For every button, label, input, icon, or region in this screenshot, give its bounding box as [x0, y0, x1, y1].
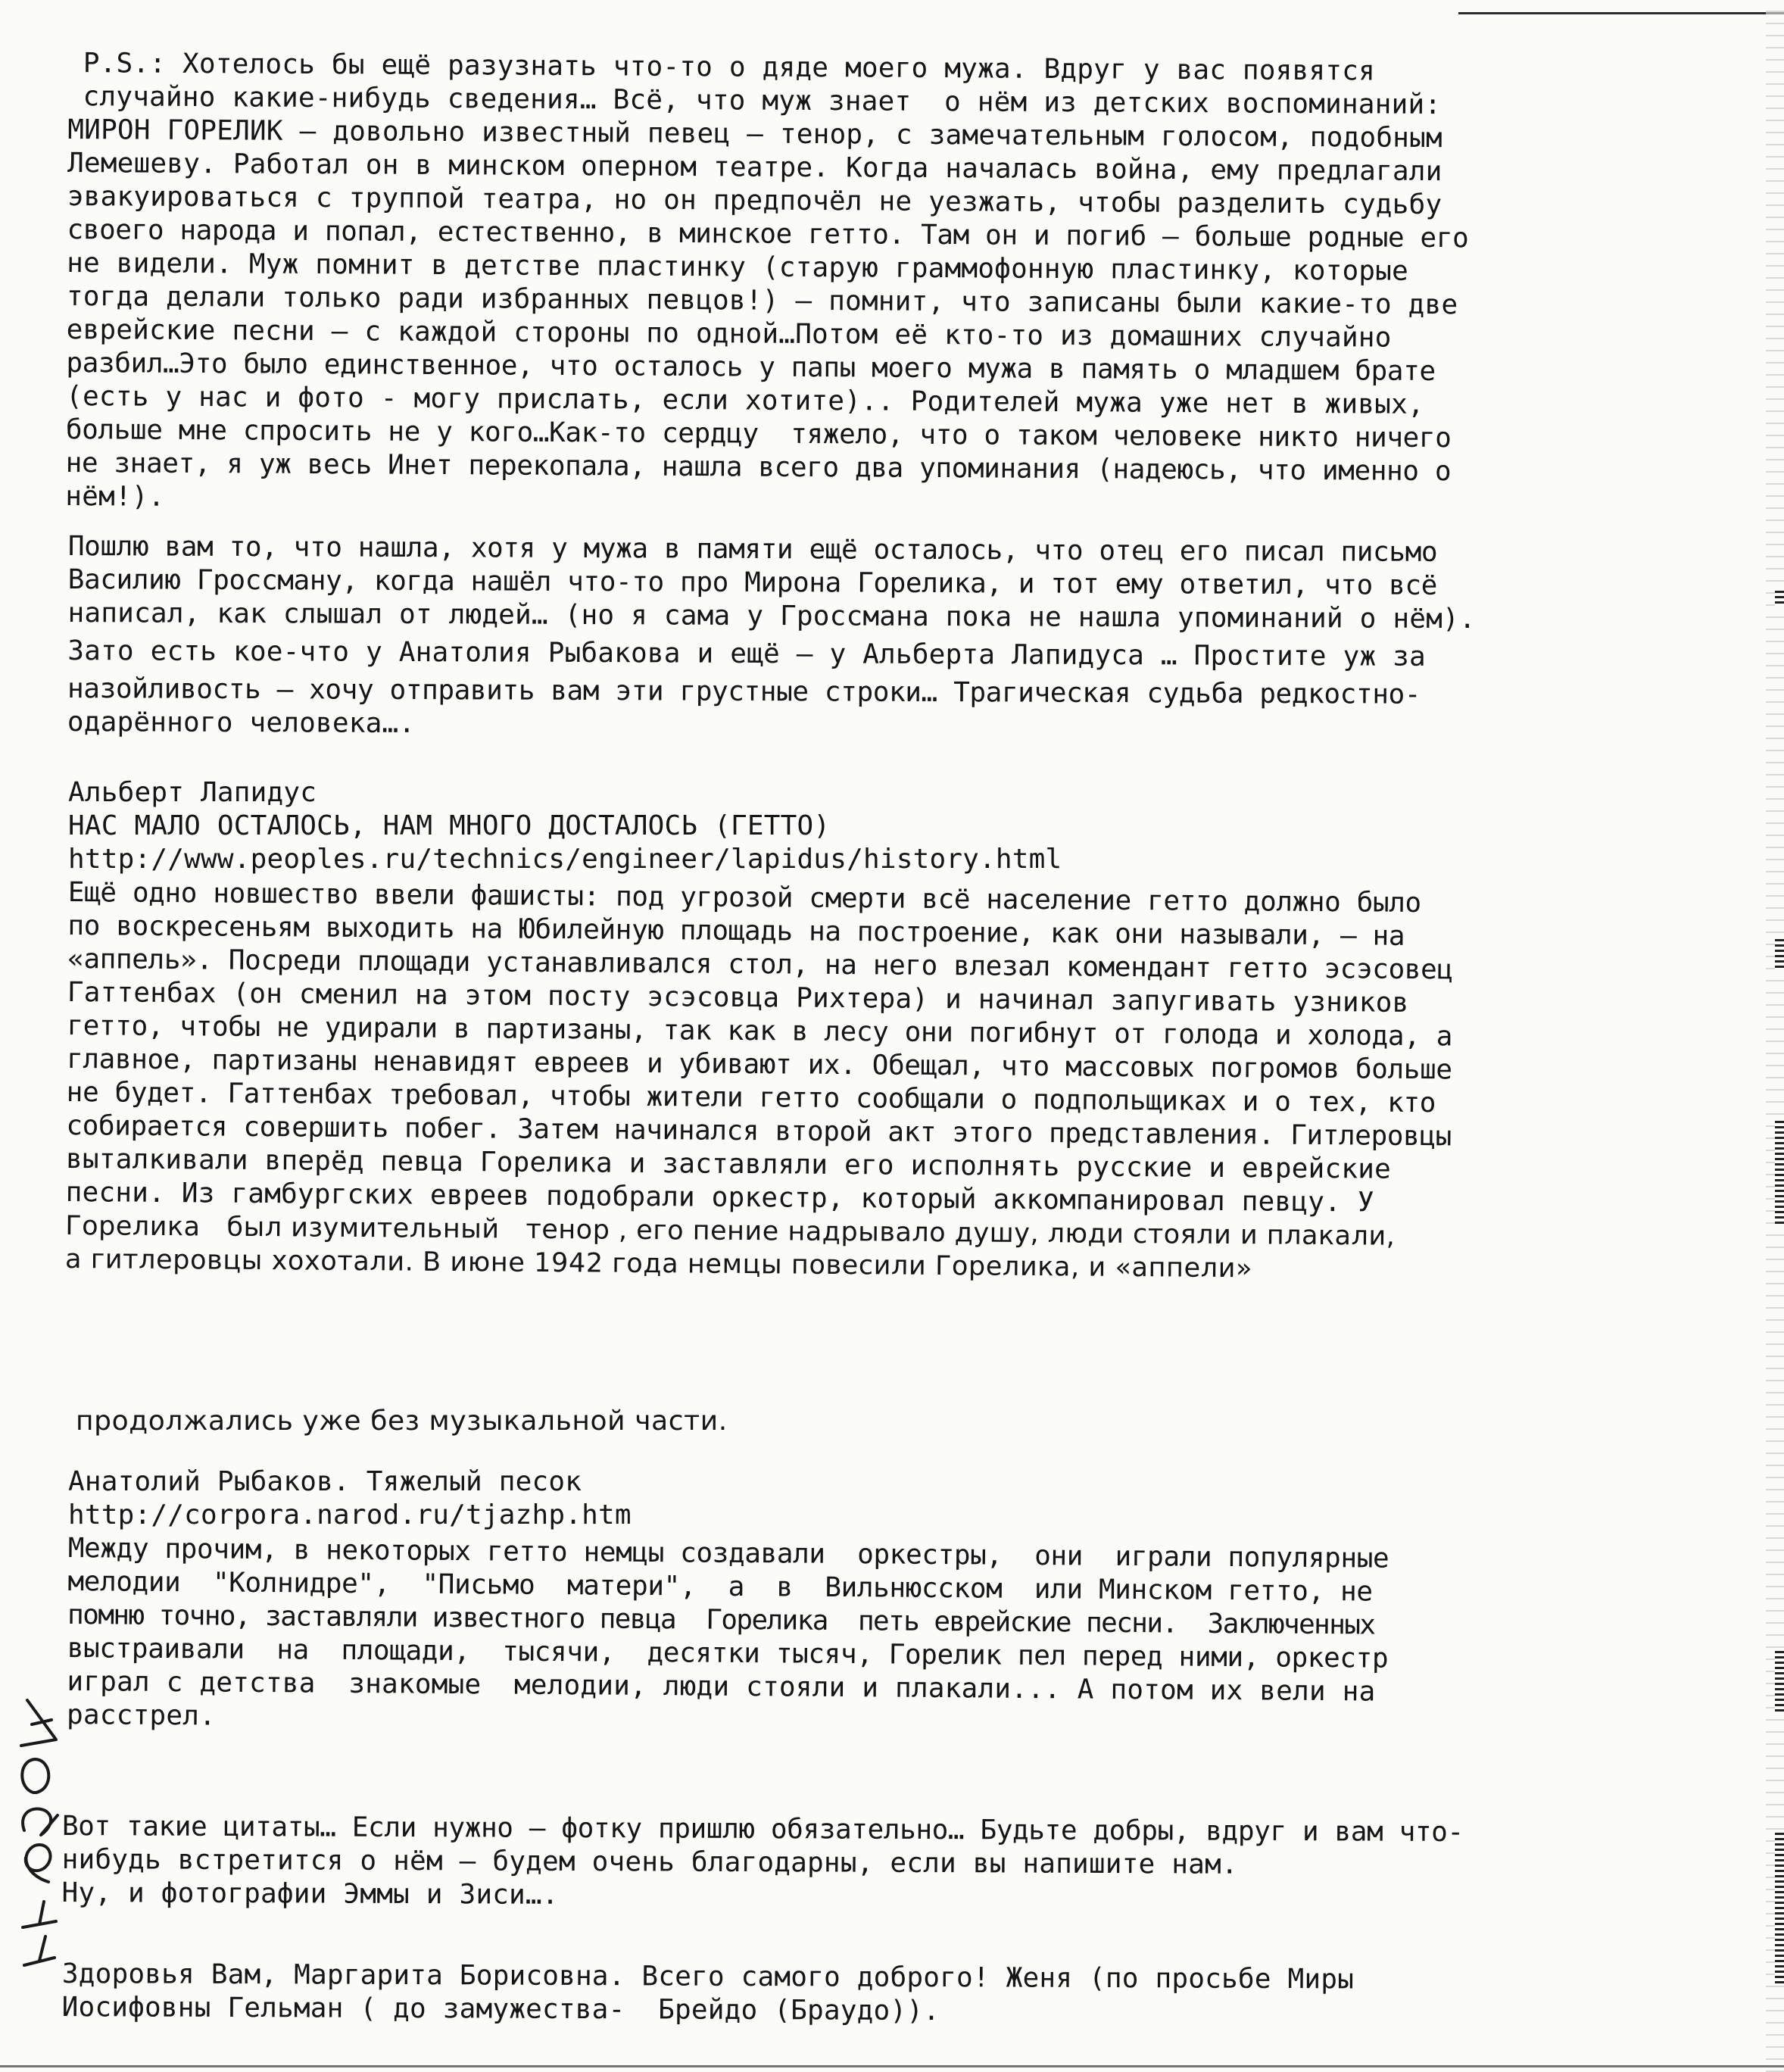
signature-paragraph [62, 1958, 1743, 2032]
signature-line: Здоровья Вам, Маргарита Борисовна. Всего самого доброго! Женя (по просьбе Миры [61, 1958, 1355, 1996]
ps-line: Лемешеву. Работал он в минском оперном театре. Когда началась война, ему предлагали [67, 147, 1442, 188]
quote-author: Альберт Лапидус [68, 777, 317, 808]
ps-paragraph [65, 47, 1749, 524]
quote-line: выталкивали вперёд певца Горелика и заставляли его исполнять русские и еврейские [65, 1143, 1392, 1185]
scan-bottom-edge-line [0, 2065, 1784, 2067]
ps-line: эвакуироваться с труппой театра, но он предпочёл не уезжать, чтобы разделить судьбу [67, 180, 1442, 221]
closing-paragraph [61, 1810, 1743, 1918]
handwritten-archive-number [2, 1655, 70, 1973]
ps-line: больше мне спросить не у кого…Как-то сердцу тяжело, что о таком человеке никто ничего [65, 413, 1452, 454]
quote-body [65, 876, 1749, 1289]
quote-title: НАС МАЛО ОСТАЛОСЬ, НАМ МНОГО ДОСТАЛОСЬ (ГЕТТО) [68, 810, 831, 841]
source-url-link[interactable]: http://corpora.narod.ru/tjazhp.htm [68, 1499, 632, 1531]
scan-top-edge-line [1458, 12, 1784, 14]
quote-line: главное, партизаны ненавидят евреев и убивают их. Обещал, что массовых погромов больше [66, 1043, 1452, 1086]
intro-line: написал, как слышал от людей… (но я сама у Гроссмана пока не нашла упоминаний о нём). [67, 597, 1476, 635]
ps-line: МИРОН ГОРЕЛИК – довольно известный певец – тенор, с замечательным голосом, подобным [67, 114, 1442, 154]
quote-line: Ещё одно новшество ввели фашисты: под угрозой смерти всё население гетто должно было [67, 877, 1421, 919]
quote-line: по воскресеньям выходить на Юбилейную площадь на построение, как они называли, — на [67, 910, 1405, 952]
ps-line: еврейские песни – с каждой стороны по одной…Потом её кто-то из домашних случайно [66, 314, 1392, 354]
ps-line: своего народа и попал, естественно, в минское гетто. Там он и погиб – больше родные его [67, 214, 1469, 254]
intro-line: Пошлю вам то, что нашла, хотя у мужа в памяти ещё осталось, что отец его писал письмо [67, 531, 1438, 568]
quote-lapidus-continuation [76, 1405, 1757, 1438]
scan-edge-mark [1775, 939, 1784, 969]
ps-line: (есть у нас и фото - могу прислать, если хотите).. Родителей мужа уже нет в живых, [66, 380, 1424, 420]
quote-line: а гитлеровцы хохотали. В июне 1942 года немцы повесили Горелика, и «аппели» [64, 1244, 1253, 1284]
quote-rybakov [68, 1465, 1749, 1732]
scan-right-edge [1766, 0, 1784, 2072]
intro-line: одарённого человека…. [67, 706, 416, 740]
quote-line: выстраивали на площади, тысячи, десятки тысяч, Горелик пел перед ними, оркестр [67, 1632, 1389, 1674]
quote-line: «аппель». Посреди площади устанавливался стол, на него влезал комендант гетто эсэсовец [67, 943, 1453, 986]
quote-line: расстрел. [66, 1699, 217, 1732]
signature-line: Иосифовны Гельман ( до замужества- Брейдо (Браудо)). [61, 1991, 940, 2027]
quote-body [67, 1532, 1749, 1745]
intro-line: Василию Гроссману, когда нашёл что-то про Мирона Горелика, и тот ему ответил, что всё [67, 563, 1438, 601]
intro-line: назойливость – хочу отправить вам эти грустные строки… Трагическая судьба редкостно- [67, 672, 1421, 710]
source-url-link[interactable]: http://www.peoples.ru/technics/engineer/lapidus/history.html [68, 844, 1062, 875]
quote-line: собирается совершить побег. Затем начинался второй акт этого представления. Гитлеровцы [66, 1109, 1452, 1153]
quote-line: не будет. Гаттенбах требовал, чтобы жители гетто сообщали о подпольщиках и о тех, кто [66, 1076, 1436, 1119]
quote-line: мелодии "Колнидре", "Письмо матери", а в Вильнюсском или Минском гетто, не [67, 1565, 1373, 1608]
ps-line: нём!). [65, 480, 165, 513]
quote-line: Гаттенбах (он сменил на этом посту эсэсовца Рихтера) и начинал запугивать узников [67, 976, 1409, 1019]
quote-line: Между прочим, в некоторых гетто немцы создавали оркестры, они играли популярные [67, 1533, 1389, 1574]
quote-line: помню точно, заставляли известного певца Горелика петь еврейские песни. Заключенных [67, 1599, 1375, 1641]
closing-line: Вот такие цитаты… Если нужно – фотку пришлю обязательно… Будьте добры, вдруг и вам что- [61, 1811, 1464, 1849]
quote-line: играл с детства знакомые мелодии, люди стояли и плакали... А потом их вели на [67, 1665, 1376, 1708]
intro-paragraph [67, 530, 1749, 747]
ps-line: не знает, я уж весь Инет перекопала, нашла всего два упоминания (надеюсь, что именно о [65, 447, 1452, 488]
scan-edge-mark [1775, 591, 1784, 606]
intro-line: Зато есть кое-что у Анатолия Рыбакова и ещё – у Альберта Лапидуса … Простите уж за [67, 635, 1427, 672]
ps-line: P.S.: Хотелось бы ещё разузнать что-то о дяде моего мужа. Вдруг у вас появятся [83, 48, 1376, 87]
ps-line: случайно какие-нибудь сведения… Всё, что муж знает о нём из детских воспоминаний: [83, 81, 1442, 121]
quote-line: гетто, чтобы не удирали в партизаны, так как в лесу они погибнут от голода и холода, а [67, 1009, 1453, 1053]
scan-edge-mark [1775, 1833, 1784, 1984]
ps-line: разбил…Это было единственное, что осталось у папы моего мужа в память о младшем брате [66, 347, 1436, 388]
scan-edge-mark [1775, 1651, 1784, 1712]
continuation-line: продолжались уже без музыкальной части. [76, 1406, 728, 1437]
quote-line: песни. Из гамбургских евреев подобрали оркестр, который аккомпанировал певцу. У [65, 1176, 1374, 1219]
quote-lapidus [64, 776, 1749, 1284]
scan-edge-mark [1775, 1121, 1784, 1227]
closing-line: Ну, и фотографии Эммы и Зиси…. [61, 1877, 559, 1911]
quote-line: Горелика был изумительный тенор , его пение надрывало душу, люди стояли и плакали, [65, 1210, 1396, 1252]
ps-line: не видели. Муж помнит в детстве пластинку (старую граммофонную пластинку, которые [67, 247, 1409, 287]
quote-author-title: Анатолий Рыбаков. Тяжелый песок [68, 1466, 582, 1497]
closing-line: нибудь встретится о нём – будем очень благодарны, если вы напишите нам. [61, 1843, 1238, 1880]
ps-line: тогда делали только ради избранных певцов!) – помнит, что записаны были какие-то две [66, 280, 1458, 321]
